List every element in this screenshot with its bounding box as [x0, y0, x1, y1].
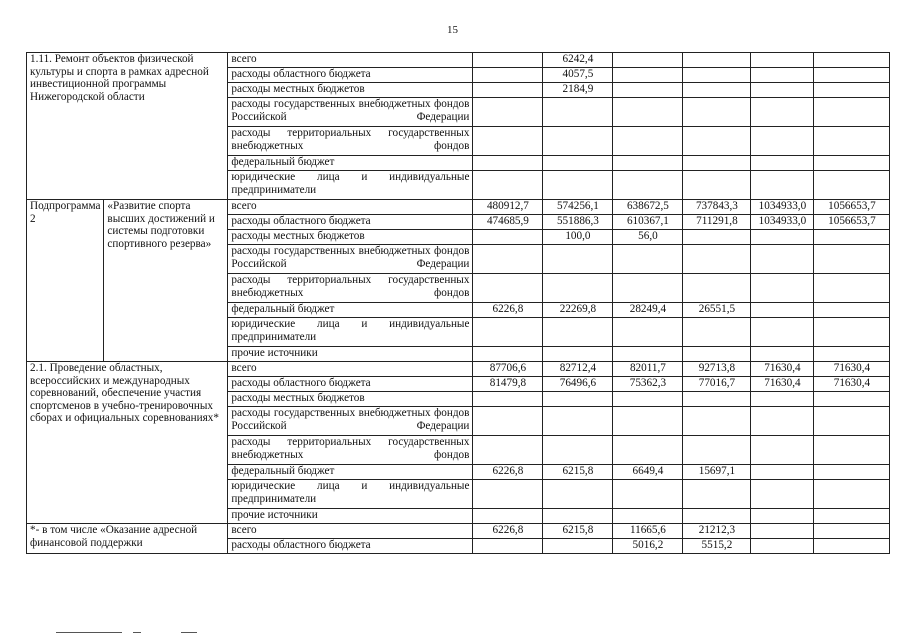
amount-cell: [814, 230, 890, 245]
amount-cell: 87706,6: [473, 362, 543, 377]
amount-cell: 711291,8: [683, 215, 751, 230]
amount-cell: [543, 407, 613, 436]
amount-cell: 82011,7: [613, 362, 683, 377]
amount-cell: [814, 83, 890, 98]
amount-cell: [683, 98, 751, 127]
amount-cell: 638672,5: [613, 200, 683, 215]
amount-cell: [473, 480, 543, 509]
amount-cell: 22269,8: [543, 303, 613, 318]
amount-cell: [814, 171, 890, 200]
amount-cell: [613, 68, 683, 83]
amount-cell: [473, 68, 543, 83]
amount-cell: [613, 392, 683, 407]
amount-cell: [683, 171, 751, 200]
amount-cell: [751, 53, 814, 68]
amount-cell: [814, 127, 890, 156]
amount-cell: [751, 274, 814, 303]
amount-cell: 75362,3: [613, 377, 683, 392]
amount-cell: [613, 318, 683, 347]
amount-cell: [683, 347, 751, 362]
amount-cell: [613, 156, 683, 171]
amount-cell: [683, 127, 751, 156]
funding-source-label: расходы местных бюджетов: [228, 392, 473, 407]
amount-cell: [473, 509, 543, 524]
funding-source-label: всего: [228, 53, 473, 68]
funding-source-label: расходы областного бюджета: [228, 215, 473, 230]
amount-cell: [473, 407, 543, 436]
funding-source-label: юридические лица и индивидуальные предприниматели: [228, 480, 473, 509]
budget-table: [26, 52, 890, 554]
amount-cell: [543, 480, 613, 509]
amount-cell: 11665,6: [613, 524, 683, 539]
amount-cell: [473, 539, 543, 554]
amount-cell: [473, 392, 543, 407]
amount-cell: 92713,8: [683, 362, 751, 377]
amount-cell: 6215,8: [543, 465, 613, 480]
amount-cell: [751, 436, 814, 465]
amount-cell: [751, 318, 814, 347]
amount-cell: [543, 347, 613, 362]
amount-cell: [683, 53, 751, 68]
amount-cell: [751, 68, 814, 83]
amount-cell: [683, 436, 751, 465]
amount-cell: 71630,4: [751, 362, 814, 377]
amount-cell: [814, 392, 890, 407]
table-row: [27, 362, 890, 377]
amount-cell: [683, 274, 751, 303]
amount-cell: [543, 274, 613, 303]
funding-source-label: федеральный бюджет: [228, 465, 473, 480]
amount-cell: [543, 392, 613, 407]
amount-cell: [543, 156, 613, 171]
funding-source-label: расходы территориальных государственных внебюджетных фондов: [228, 127, 473, 156]
amount-cell: 1034933,0: [751, 200, 814, 215]
amount-cell: [814, 407, 890, 436]
amount-cell: 76496,6: [543, 377, 613, 392]
amount-cell: [543, 127, 613, 156]
amount-cell: 71630,4: [814, 362, 890, 377]
amount-cell: [473, 83, 543, 98]
amount-cell: [751, 171, 814, 200]
amount-cell: [751, 539, 814, 554]
amount-cell: 551886,3: [543, 215, 613, 230]
funding-source-label: прочие источники: [228, 509, 473, 524]
amount-cell: [814, 347, 890, 362]
page-number: 15: [447, 24, 458, 36]
amount-cell: [814, 274, 890, 303]
amount-cell: [473, 274, 543, 303]
amount-cell: [613, 274, 683, 303]
amount-cell: 6242,4: [543, 53, 613, 68]
amount-cell: [814, 524, 890, 539]
amount-cell: [543, 245, 613, 274]
funding-source-label: расходы государственных внебюджетных фондов Российской Федерации: [228, 245, 473, 274]
amount-cell: [683, 245, 751, 274]
amount-cell: 28249,4: [613, 303, 683, 318]
amount-cell: [814, 539, 890, 554]
amount-cell: 610367,1: [613, 215, 683, 230]
amount-cell: [683, 480, 751, 509]
amount-cell: [473, 347, 543, 362]
amount-cell: [814, 53, 890, 68]
amount-cell: 21212,3: [683, 524, 751, 539]
amount-cell: 71630,4: [751, 377, 814, 392]
amount-cell: [473, 156, 543, 171]
amount-cell: 6226,8: [473, 524, 543, 539]
amount-cell: 100,0: [543, 230, 613, 245]
amount-cell: 1056653,7: [814, 215, 890, 230]
activity-name-cell: 1.11. Ремонт объектов физической культуры и спорта в рамках адресной инвестиционной программы Нижегородской области: [27, 53, 228, 200]
amount-cell: [683, 407, 751, 436]
amount-cell: [814, 156, 890, 171]
amount-cell: [613, 245, 683, 274]
amount-cell: 71630,4: [814, 377, 890, 392]
amount-cell: [613, 171, 683, 200]
funding-source-label: расходы территориальных государственных внебюджетных фондов: [228, 274, 473, 303]
amount-cell: [473, 53, 543, 68]
funding-source-label: расходы государственных внебюджетных фондов Российской Федерации: [228, 407, 473, 436]
amount-cell: [814, 98, 890, 127]
amount-cell: [751, 509, 814, 524]
amount-cell: 5515,2: [683, 539, 751, 554]
amount-cell: [473, 436, 543, 465]
amount-cell: [814, 509, 890, 524]
amount-cell: [543, 318, 613, 347]
amount-cell: [543, 509, 613, 524]
amount-cell: 4057,5: [543, 68, 613, 83]
amount-cell: [751, 230, 814, 245]
amount-cell: [613, 53, 683, 68]
amount-cell: 15697,1: [683, 465, 751, 480]
amount-cell: 6226,8: [473, 303, 543, 318]
amount-cell: 26551,5: [683, 303, 751, 318]
amount-cell: 5016,2: [613, 539, 683, 554]
amount-cell: 6649,4: [613, 465, 683, 480]
amount-cell: 480912,7: [473, 200, 543, 215]
amount-cell: [683, 318, 751, 347]
amount-cell: [613, 407, 683, 436]
amount-cell: [473, 171, 543, 200]
amount-cell: [814, 480, 890, 509]
amount-cell: [814, 68, 890, 83]
amount-cell: [751, 392, 814, 407]
scan-artifact-line: [56, 632, 122, 633]
amount-cell: [683, 230, 751, 245]
amount-cell: [751, 245, 814, 274]
amount-cell: [751, 347, 814, 362]
funding-source-label: расходы областного бюджета: [228, 377, 473, 392]
program-name-cell: «Развитие спорта высших достижений и системы подготовки спортивного резерва»: [104, 200, 228, 362]
amount-cell: [473, 98, 543, 127]
amount-cell: [613, 347, 683, 362]
funding-source-label: расходы местных бюджетов: [228, 230, 473, 245]
amount-cell: [543, 171, 613, 200]
amount-cell: [751, 480, 814, 509]
activity-name-cell: *- в том числе «Оказание адресной финансовой поддержки: [27, 524, 228, 554]
amount-cell: [683, 392, 751, 407]
amount-cell: [543, 98, 613, 127]
funding-source-label: расходы местных бюджетов: [228, 83, 473, 98]
table-row: [27, 200, 890, 215]
amount-cell: [751, 524, 814, 539]
funding-source-label: юридические лица и индивидуальные предприниматели: [228, 171, 473, 200]
amount-cell: [613, 509, 683, 524]
amount-cell: [613, 480, 683, 509]
amount-cell: [814, 245, 890, 274]
amount-cell: [543, 539, 613, 554]
amount-cell: 6215,8: [543, 524, 613, 539]
amount-cell: [613, 127, 683, 156]
funding-source-label: расходы государственных внебюджетных фондов Российской Федерации: [228, 98, 473, 127]
amount-cell: [613, 436, 683, 465]
amount-cell: 6226,8: [473, 465, 543, 480]
amount-cell: [473, 127, 543, 156]
amount-cell: 574256,1: [543, 200, 613, 215]
amount-cell: [751, 127, 814, 156]
table-row: [27, 53, 890, 68]
amount-cell: [751, 407, 814, 436]
table-row: [27, 524, 890, 539]
scan-artifact-line: [181, 632, 197, 633]
funding-source-label: расходы областного бюджета: [228, 539, 473, 554]
amount-cell: [683, 83, 751, 98]
funding-source-label: расходы территориальных государственных внебюджетных фондов: [228, 436, 473, 465]
funding-source-label: федеральный бюджет: [228, 303, 473, 318]
funding-source-label: федеральный бюджет: [228, 156, 473, 171]
amount-cell: 737843,3: [683, 200, 751, 215]
funding-source-label: всего: [228, 524, 473, 539]
amount-cell: [683, 68, 751, 83]
amount-cell: [751, 156, 814, 171]
funding-source-label: юридические лица и индивидуальные предприниматели: [228, 318, 473, 347]
amount-cell: 77016,7: [683, 377, 751, 392]
amount-cell: [613, 83, 683, 98]
amount-cell: [814, 318, 890, 347]
funding-source-label: всего: [228, 200, 473, 215]
amount-cell: 2184,9: [543, 83, 613, 98]
amount-cell: 81479,8: [473, 377, 543, 392]
activity-name-cell: 2.1. Проведение областных, всероссийских и международных соревнований, обеспечение участия спортсменов в учебно-тренировочных сборах и официальных соревнованиях*: [27, 362, 228, 524]
amount-cell: [751, 303, 814, 318]
amount-cell: [683, 509, 751, 524]
amount-cell: [751, 83, 814, 98]
amount-cell: [613, 98, 683, 127]
amount-cell: [683, 156, 751, 171]
amount-cell: [814, 465, 890, 480]
funding-source-label: расходы областного бюджета: [228, 68, 473, 83]
amount-cell: [751, 98, 814, 127]
amount-cell: 1056653,7: [814, 200, 890, 215]
amount-cell: [814, 436, 890, 465]
amount-cell: 1034933,0: [751, 215, 814, 230]
amount-cell: [543, 436, 613, 465]
funding-source-label: прочие источники: [228, 347, 473, 362]
amount-cell: [473, 230, 543, 245]
amount-cell: 56,0: [613, 230, 683, 245]
amount-cell: [814, 303, 890, 318]
amount-cell: [473, 318, 543, 347]
amount-cell: 474685,9: [473, 215, 543, 230]
amount-cell: [473, 245, 543, 274]
amount-cell: [751, 465, 814, 480]
funding-source-label: всего: [228, 362, 473, 377]
amount-cell: 82712,4: [543, 362, 613, 377]
scan-artifact-line: [133, 632, 141, 633]
program-code-cell: Подпрограмма 2: [27, 200, 104, 362]
